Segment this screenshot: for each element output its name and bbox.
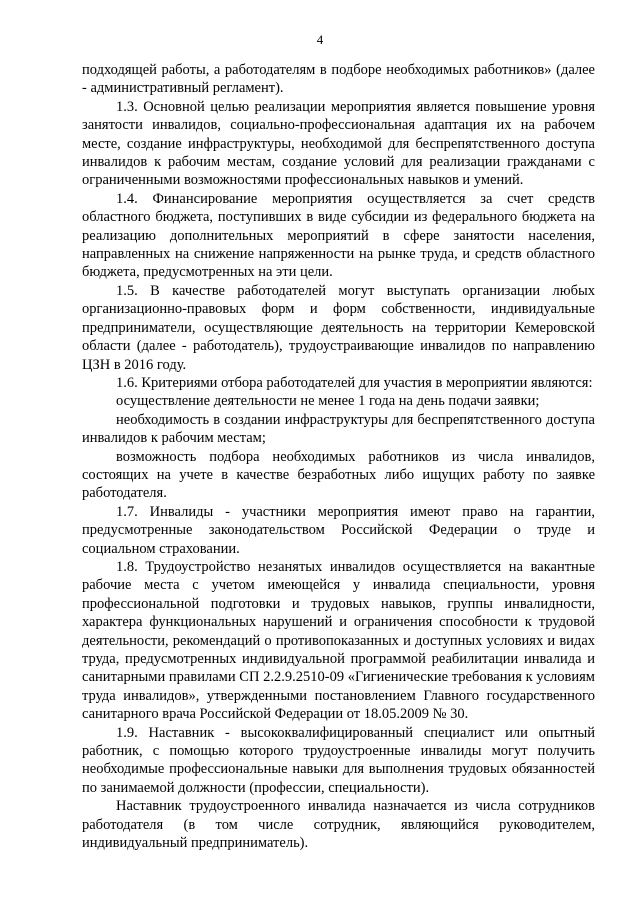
paragraph-1-3: 1.3. Основной целью реализации мероприятия является повышение уровня занятости инвалидов, социально-профессиональная адаптация их на рабочем месте, создание инфраструктуры, необходимой для беспрепятственного доступа инвалидов к рабочим местам, создание условий для реализации гражданами с ограниченными возможностями профессиональных навыков и умений. bbox=[82, 98, 595, 189]
paragraph-1-4: 1.4. Финансирование мероприятия осуществляется за счет средств областного бюджета, поступивших в виде субсидии из федерального бюджета на реализацию дополнительных мероприятий в сфере занятости населения, направленных на снижение напряженности на рынке труда, и средств областного бюджета, предусмотренных на эти цели. bbox=[82, 190, 595, 281]
criterion-item-1: осуществление деятельности не менее 1 года на день подачи заявки; bbox=[116, 393, 540, 410]
paragraph-1-6: 1.6. Критериями отбора работодателей для участия в мероприятии являются: bbox=[116, 374, 593, 391]
paragraph-1-5: 1.5. В качестве работодателей могут выступать организации любых организационно-правовых форм и форм собственности, индивидуальные предприниматели, осуществляющие деятельность на территории Кемеровской области (далее - работодатель), трудоустраивающие инвалидов по направлению ЦЗН в 2016 году. bbox=[82, 282, 595, 373]
page-number: 4 bbox=[316, 32, 324, 47]
paragraph-1-7: 1.7. Инвалиды - участники мероприятия имеют право на гарантии, предусмотренные законодательством Российской Федерации о труде и социальном страховании. bbox=[82, 503, 595, 557]
paragraph-continuation: подходящей работы, а работодателям в подборе необходимых работников» (далее - административный регламент). bbox=[82, 62, 595, 97]
criterion-item-2: необходимость в создании инфраструктуры для беспрепятственного доступа инвалидов к рабочим местам; bbox=[82, 411, 595, 447]
paragraph-1-8: 1.8. Трудоустройство незанятых инвалидов осуществляется на вакантные рабочие места с учетом имеющейся у инвалида специальности, уровня профессиональной подготовки и трудовых навыков, группы инвалидности, характера функциональных нарушений и ограничения способности к трудовой деятельности, рекомендаций о противопоказанных и доступных условиях и видах труда, предусмотренных индивидуальной программой реабилитации инвалида и санитарными правилами СП 2.2.9.2510-09 «Гигиенические требования к условиям труда инвалидов», утвержденными постановлением Главного государственного санитарного врача Российской Федерации от 18.05.2009 № 30. bbox=[82, 558, 595, 723]
document-body bbox=[82, 61, 595, 852]
paragraph-1-9: 1.9. Наставник - высококвалифицированный специалист или опытный работник, с помощью которого трудоустроенные инвалиды могут получить необходимые профессиональные навыки для выполнения трудовых обязанностей по занимаемой должности (профессии, специальности). bbox=[82, 724, 595, 796]
criterion-item-3: возможность подбора необходимых работников из числа инвалидов, состоящих на учете в качестве безработных либо ищущих работу по заявке работодателя. bbox=[82, 448, 595, 502]
paragraph-mentor-assignment: Наставник трудоустроенного инвалида назначается из числа сотрудников работодателя (в том числе сотрудник, являющийся руководителем, индивидуальный предприниматель). bbox=[82, 798, 595, 852]
